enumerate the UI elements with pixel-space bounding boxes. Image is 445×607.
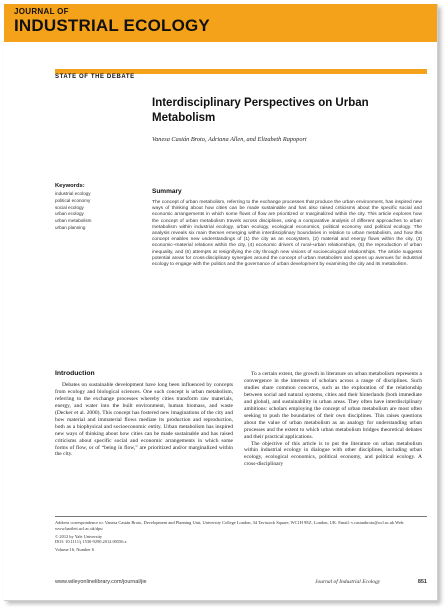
volume-note: Volume 16, Number 6: [55, 547, 94, 553]
body-column-right: [244, 371, 422, 468]
footer-journal-name: Journal of Industrial Ecology: [315, 579, 381, 585]
keyword-item: social ecology: [55, 204, 84, 210]
footer-url-link[interactable]: www.wileyonlinelibrary.com/journal/jie: [55, 579, 147, 585]
correspondence-note: Address correspondence to: Vanesa Castán Broto, Development and Planning Unit, University College London, 34 Tavistock Square, WC1H 9EZ, London, UK. Email: v.castanbroto@ucl.ac.uk Web: www.bartlett.ucl.ac.uk/dpu: [55, 520, 405, 531]
body-paragraph: The objective of this article is to put the literature on urban metabolism within industrial ecology in dialogue with other disciplines, including urban ecology, ecological economics, political economy, and political ecology. A cross-disciplinary: [244, 440, 422, 468]
section-label: STATE OF THE DEBATE: [55, 74, 135, 80]
summary-section: [152, 188, 422, 268]
keyword-item: urban metabolism: [55, 218, 92, 224]
keyword-item: urban planning: [55, 224, 86, 230]
keyword-item: industrial ecology: [55, 191, 91, 196]
article-title: Interdisciplinary Perspectives on Urban Metabolism: [152, 97, 369, 124]
keywords-box: [55, 183, 140, 232]
page-footer: [55, 579, 427, 589]
body-column-left: [55, 371, 233, 458]
journal-name: INDUSTRIAL ECOLOGY: [14, 16, 210, 35]
keyword-item: urban ecology: [55, 211, 84, 217]
keywords-heading: Keywords:: [55, 183, 85, 189]
journal-of-label: JOURNAL OF: [14, 7, 69, 16]
introduction-paragraph: Debates on sustainable development have long been influenced by concepts from ecology and biological sciences. One such concept is urban metabolism, referring to the exchange processes whereby cities transform raw materials, energy, and water into the built environment, human biomass, and waste (Decker et al. 2000). This concept has fostered new imaginations of the city and how material and immaterial flows mediate its production and reproduction, both as a biophysical and socioeconomic entity. Urban metabolism has inspired new ways of thinking about how cities can be made sustainable and has raised criticisms about specific social and economic arrangements in which some forms of flow, or of “being in flow,” are prioritized and/or marginalized within the city.: [55, 381, 233, 458]
introduction-heading: Introduction: [55, 370, 95, 377]
summary-text: The concept of urban metabolism, referring to the exchange processes that produce the urban environment, has inspired new ways of thinking about how cities can be made sustainable and has also raised criticisms about the specific social and economic arrangements in which some flows of flow are prioritized or marginalized within the city. This article explores how the concept of urban metabolism travels across disciplines, using a comparative analysis of different approaches to urban metabolism within industrial ecology, urban ecology, ecological economics, political economy and political ecology. The analysis reveals six main themes emerging within interdisciplinary boundaries in relation to urban metabolism, and how this concept enables new understandings of (1) the city as an ecosystem, (2) material and energy flows within the city, (3) economic–material relations within the city, (4) economic drivers of rural–urban relationships, (5) the reproduction of urban inequality, and (6) attempts at resignifying the city through new visions of socioecological relationships. The article suggests potential areas for cross-disciplinary synergies around the concept of urban metabolism and opens up avenues for industrial ecology to engage with the politics and the governance of urban development by examining the city and its metabolism.: [152, 200, 422, 268]
journal-header-banner: [4, 4, 437, 42]
paper-page: [4, 4, 438, 601]
body-paragraph: To a certain extent, the growth in literature on urban metabolism represents a convergence in the interests of scholars across a range of disciplines. Such studies share common concerns, such as the exploration of the relationship between social and natural systems, cities and their hinterlands (both immediate and global), and sustainability in urban areas. They often have interdisciplinary ambitions: scholars employing the concept of urban metabolism are most often seeking to push the boundaries of their own disciplines. This raises questions about the value of urban metabolism as an analogy for understanding urban processes and the extent to which urban metabolism bridges theoretical debates and their practical applications.: [244, 371, 422, 440]
keyword-item: political economy: [55, 197, 91, 203]
page-number: 851: [417, 579, 427, 585]
footnote-divider: [55, 516, 427, 517]
doi-note: DOI: 10.1111/j.1530-9290.2012.00556.x: [55, 539, 127, 545]
article-authors: Vanesa Castán Broto, Adriana Allen, and Elizabeth Rapoport: [152, 136, 307, 143]
copyright-note: © 2012 by Yale University: [55, 533, 103, 539]
footnotes: [55, 520, 427, 553]
summary-heading: Summary: [152, 188, 182, 195]
